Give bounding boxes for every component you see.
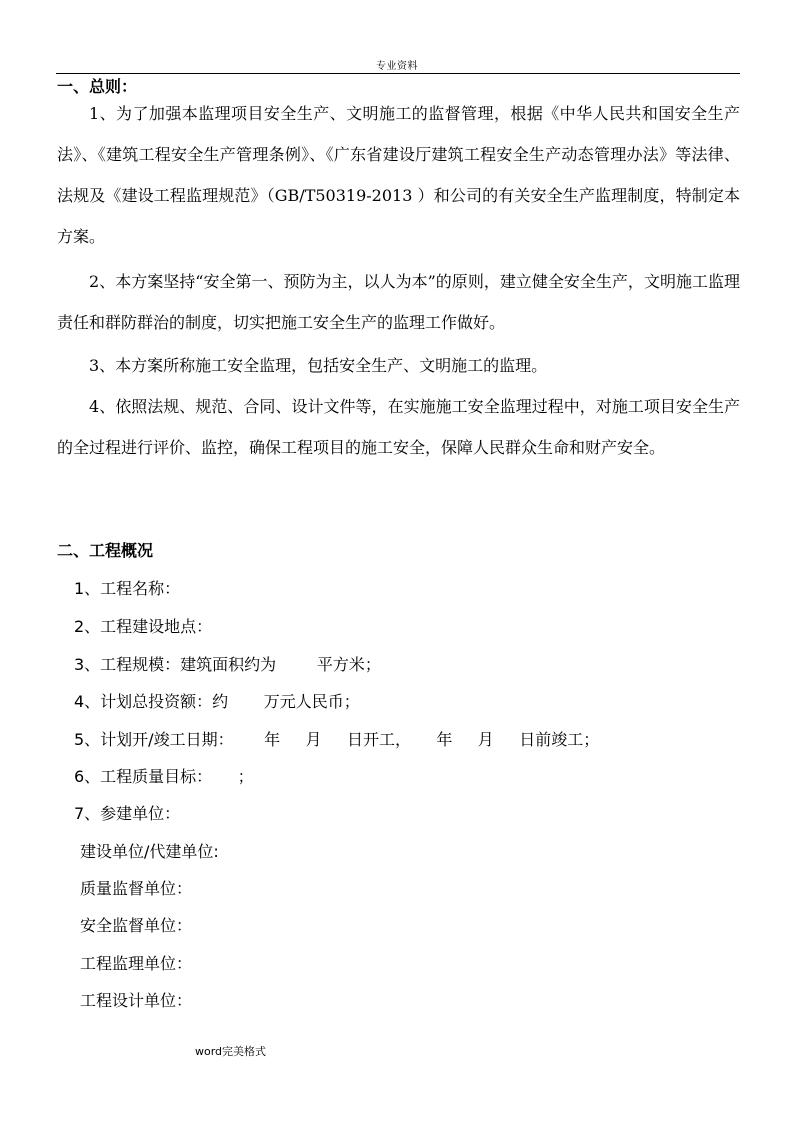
safety-supervision-unit-line: 安全监督单位： <box>80 916 193 935</box>
page-footer-text: word完美格式 <box>195 1045 267 1058</box>
section-1-paragraph-4: 4、依照法规、规范、合同、设计文件等，在实施施工安全监理过程中，对施工项目安全生产的全过程进行评价、监控，确保工程项目的施工安全，保障人民群众生命和财产安全。 <box>57 397 740 457</box>
design-unit-line: 工程设计单位： <box>80 991 193 1010</box>
construction-unit-line: 建设单位/代建单位: <box>80 842 219 861</box>
participating-units-item: 7、参建单位： <box>74 804 181 823</box>
section-2-heading: 二、工程概况 <box>57 541 154 560</box>
quality-target-item: 6、工程质量目标： ； <box>74 767 254 786</box>
section-1-heading: 一、总则： <box>57 77 138 96</box>
project-location-item: 2、工程建设地点： <box>74 617 213 636</box>
header-divider <box>56 73 740 74</box>
section-1-paragraph-1: 1、为了加强本监理项目安全生产、文明施工的监督管理，根据《中华人民共和国安全生产法》、《建筑工程安全生产管理条例》、《广东省建设厅建筑工程安全生产动态管理办法》等法律、法规及《建设工程监理规范》（GB/T50319-2013 ）和公司的有关安全生产监理制度，特制定本方案。 <box>57 104 740 246</box>
page-header-text: 专业资料 <box>376 61 418 72</box>
project-scale-item: 3、工程规模：建筑面积约为 平方米； <box>74 655 381 674</box>
schedule-item: 5、计划开/竣工日期： 年 月 日开工， 年 月 日前竣工； <box>74 730 600 749</box>
investment-item: 4、计划总投资额：约 万元人民币； <box>74 692 360 711</box>
engineering-supervision-unit-line: 工程监理单位： <box>80 954 193 973</box>
section-1-paragraph-3: 3、本方案所称施工安全监理，包括安全生产、文明施工的监理。 <box>89 356 548 375</box>
project-name-item: 1、工程名称： <box>74 579 181 598</box>
section-1-paragraph-2: 2、本方案坚持“安全第一、预防为主，以人为本”的原则，建立健全安全生产，文明施工监理责任和群防群治的制度，切实把施工安全生产的监理工作做好。 <box>57 272 740 332</box>
quality-supervision-unit-line: 质量监督单位： <box>80 879 193 898</box>
